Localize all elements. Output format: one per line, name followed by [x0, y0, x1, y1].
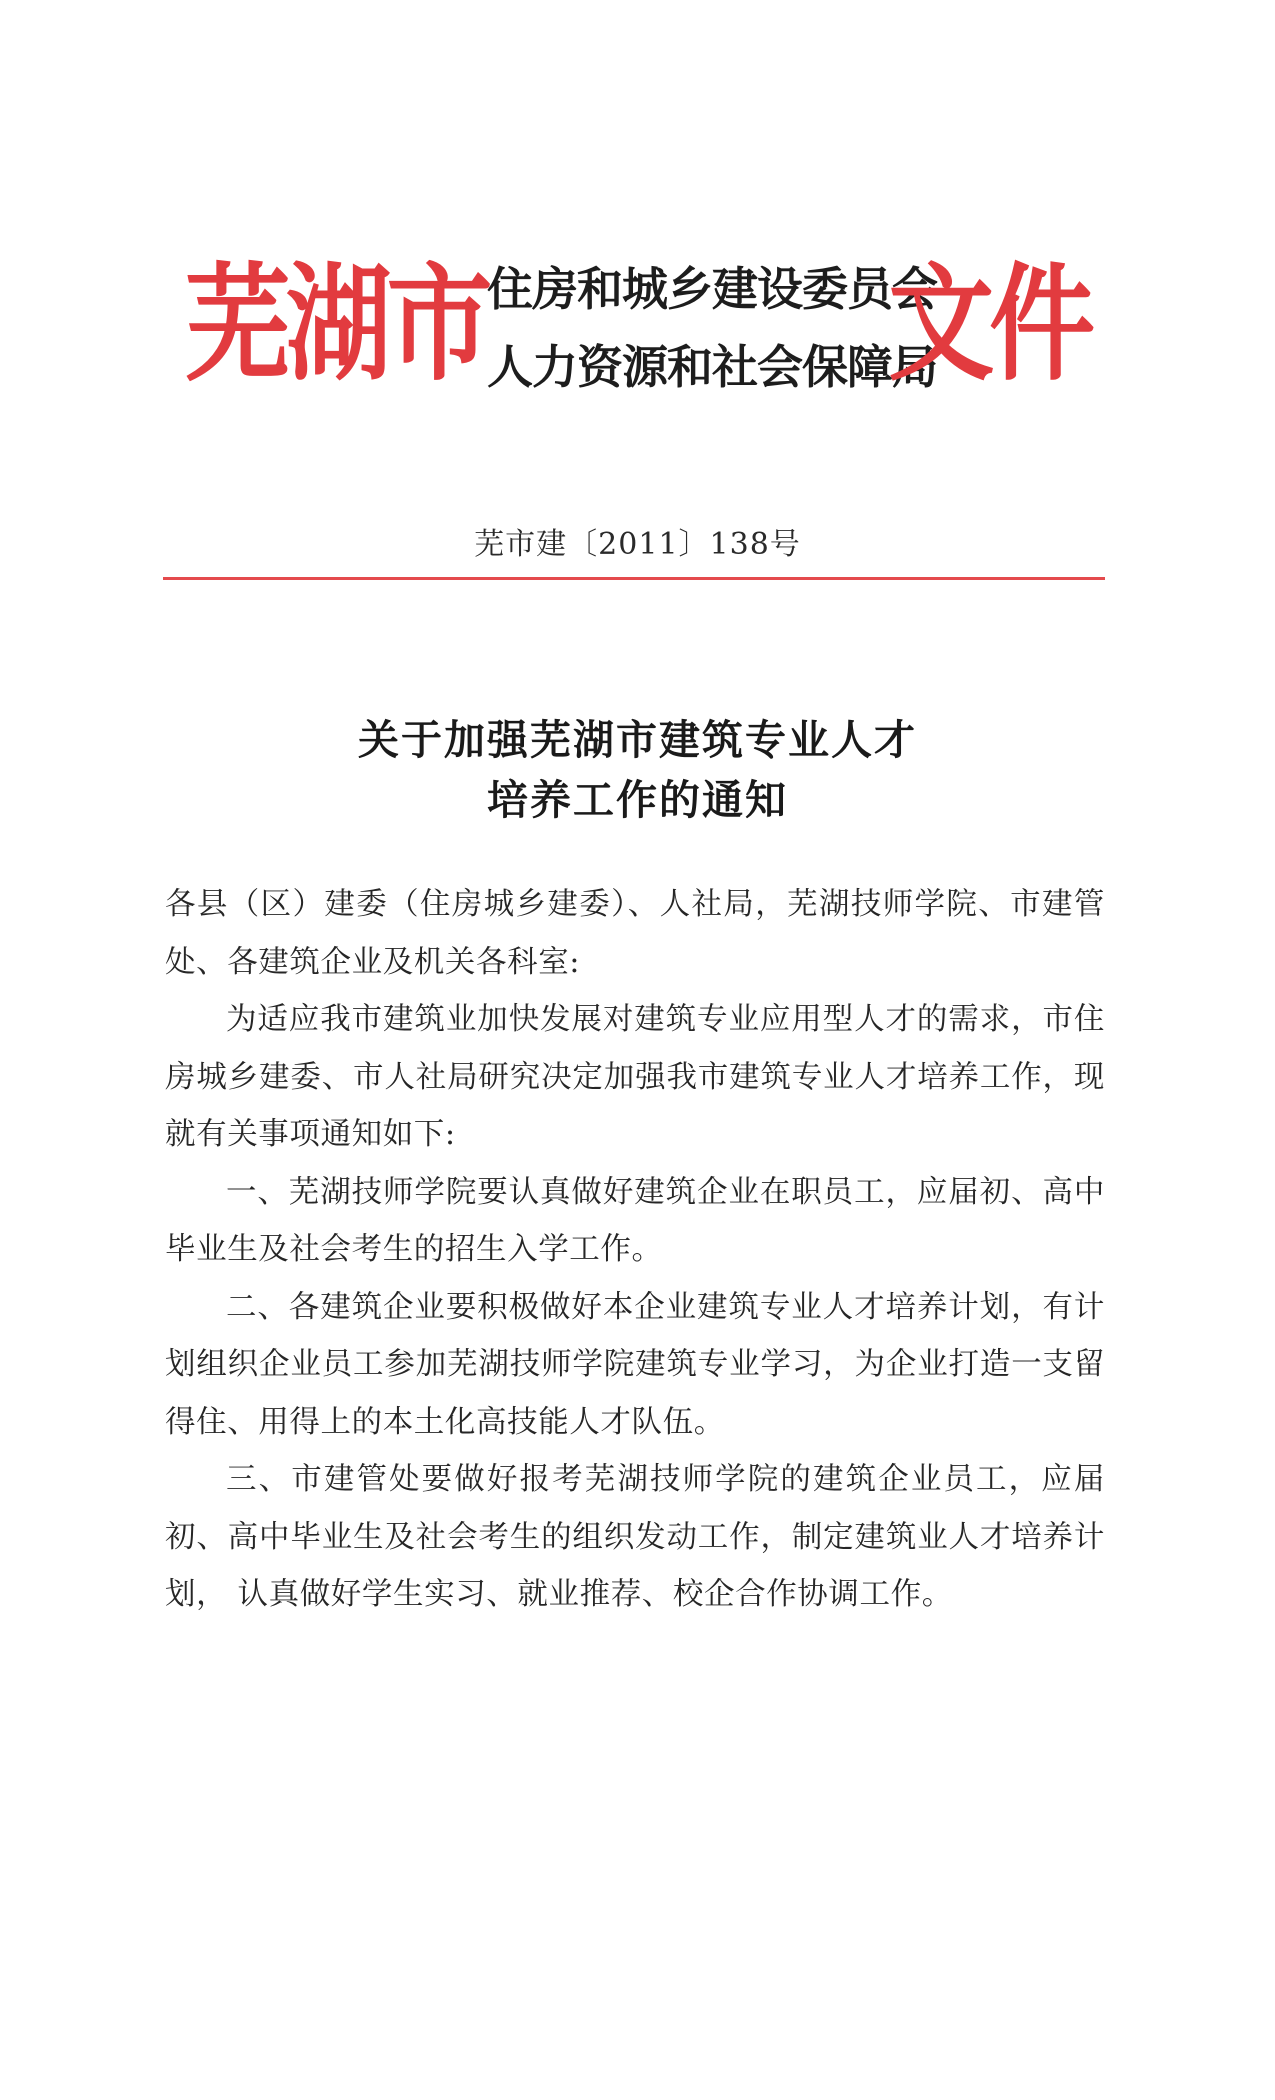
red-header	[185, 230, 1090, 420]
header-org-hr: 人力资源和社会保障局	[487, 340, 937, 394]
body-paragraph-item-1: 一、芜湖技师学院要认真做好建筑企业在职员工，应届初、高中毕业生及社会考生的招生入学工作。	[165, 1174, 1105, 1267]
title-line-2: 培养工作的通知	[487, 776, 788, 824]
red-divider-line	[163, 577, 1105, 580]
addressee: 各县（区）建委（住房城乡建委）、人社局，芜湖技师学院、市建管处、各建筑企业及机关各科室:	[165, 887, 1105, 980]
body-paragraph-item-3: 三、市建管处要做好报考芜湖技师学院的建筑企业员工，应届初、高中毕业生及社会考生的组织发动工作，制定建筑业人才培养计划， 认真做好学生实习、就业推荐、校企合作协调工作。	[165, 1462, 1105, 1612]
header-organizations	[487, 250, 937, 406]
title-line-1: 关于加强芜湖市建筑专业人才	[358, 716, 917, 764]
header-city: 芜湖市	[185, 251, 488, 398]
document-body	[165, 876, 1105, 1624]
document-title	[0, 710, 1275, 830]
body-paragraph-intro: 为适应我市建筑业加快发展对建筑专业应用型人才的需求，市住房城乡建委、市人社局研究决定加强我市建筑专业人才培养工作，现就有关事项通知如下:	[165, 1002, 1105, 1152]
header-doc-type: 文件	[888, 251, 1090, 398]
document-number: 芜市建〔2011〕138号	[474, 527, 801, 562]
header-org-housing: 住房和城乡建设委员会	[487, 262, 937, 316]
body-paragraph-item-2: 二、各建筑企业要积极做好本企业建筑专业人才培养计划，有计划组织企业员工参加芜湖技师学院建筑专业学习，为企业打造一支留得住、用得上的本土化高技能人才队伍。	[165, 1289, 1105, 1440]
